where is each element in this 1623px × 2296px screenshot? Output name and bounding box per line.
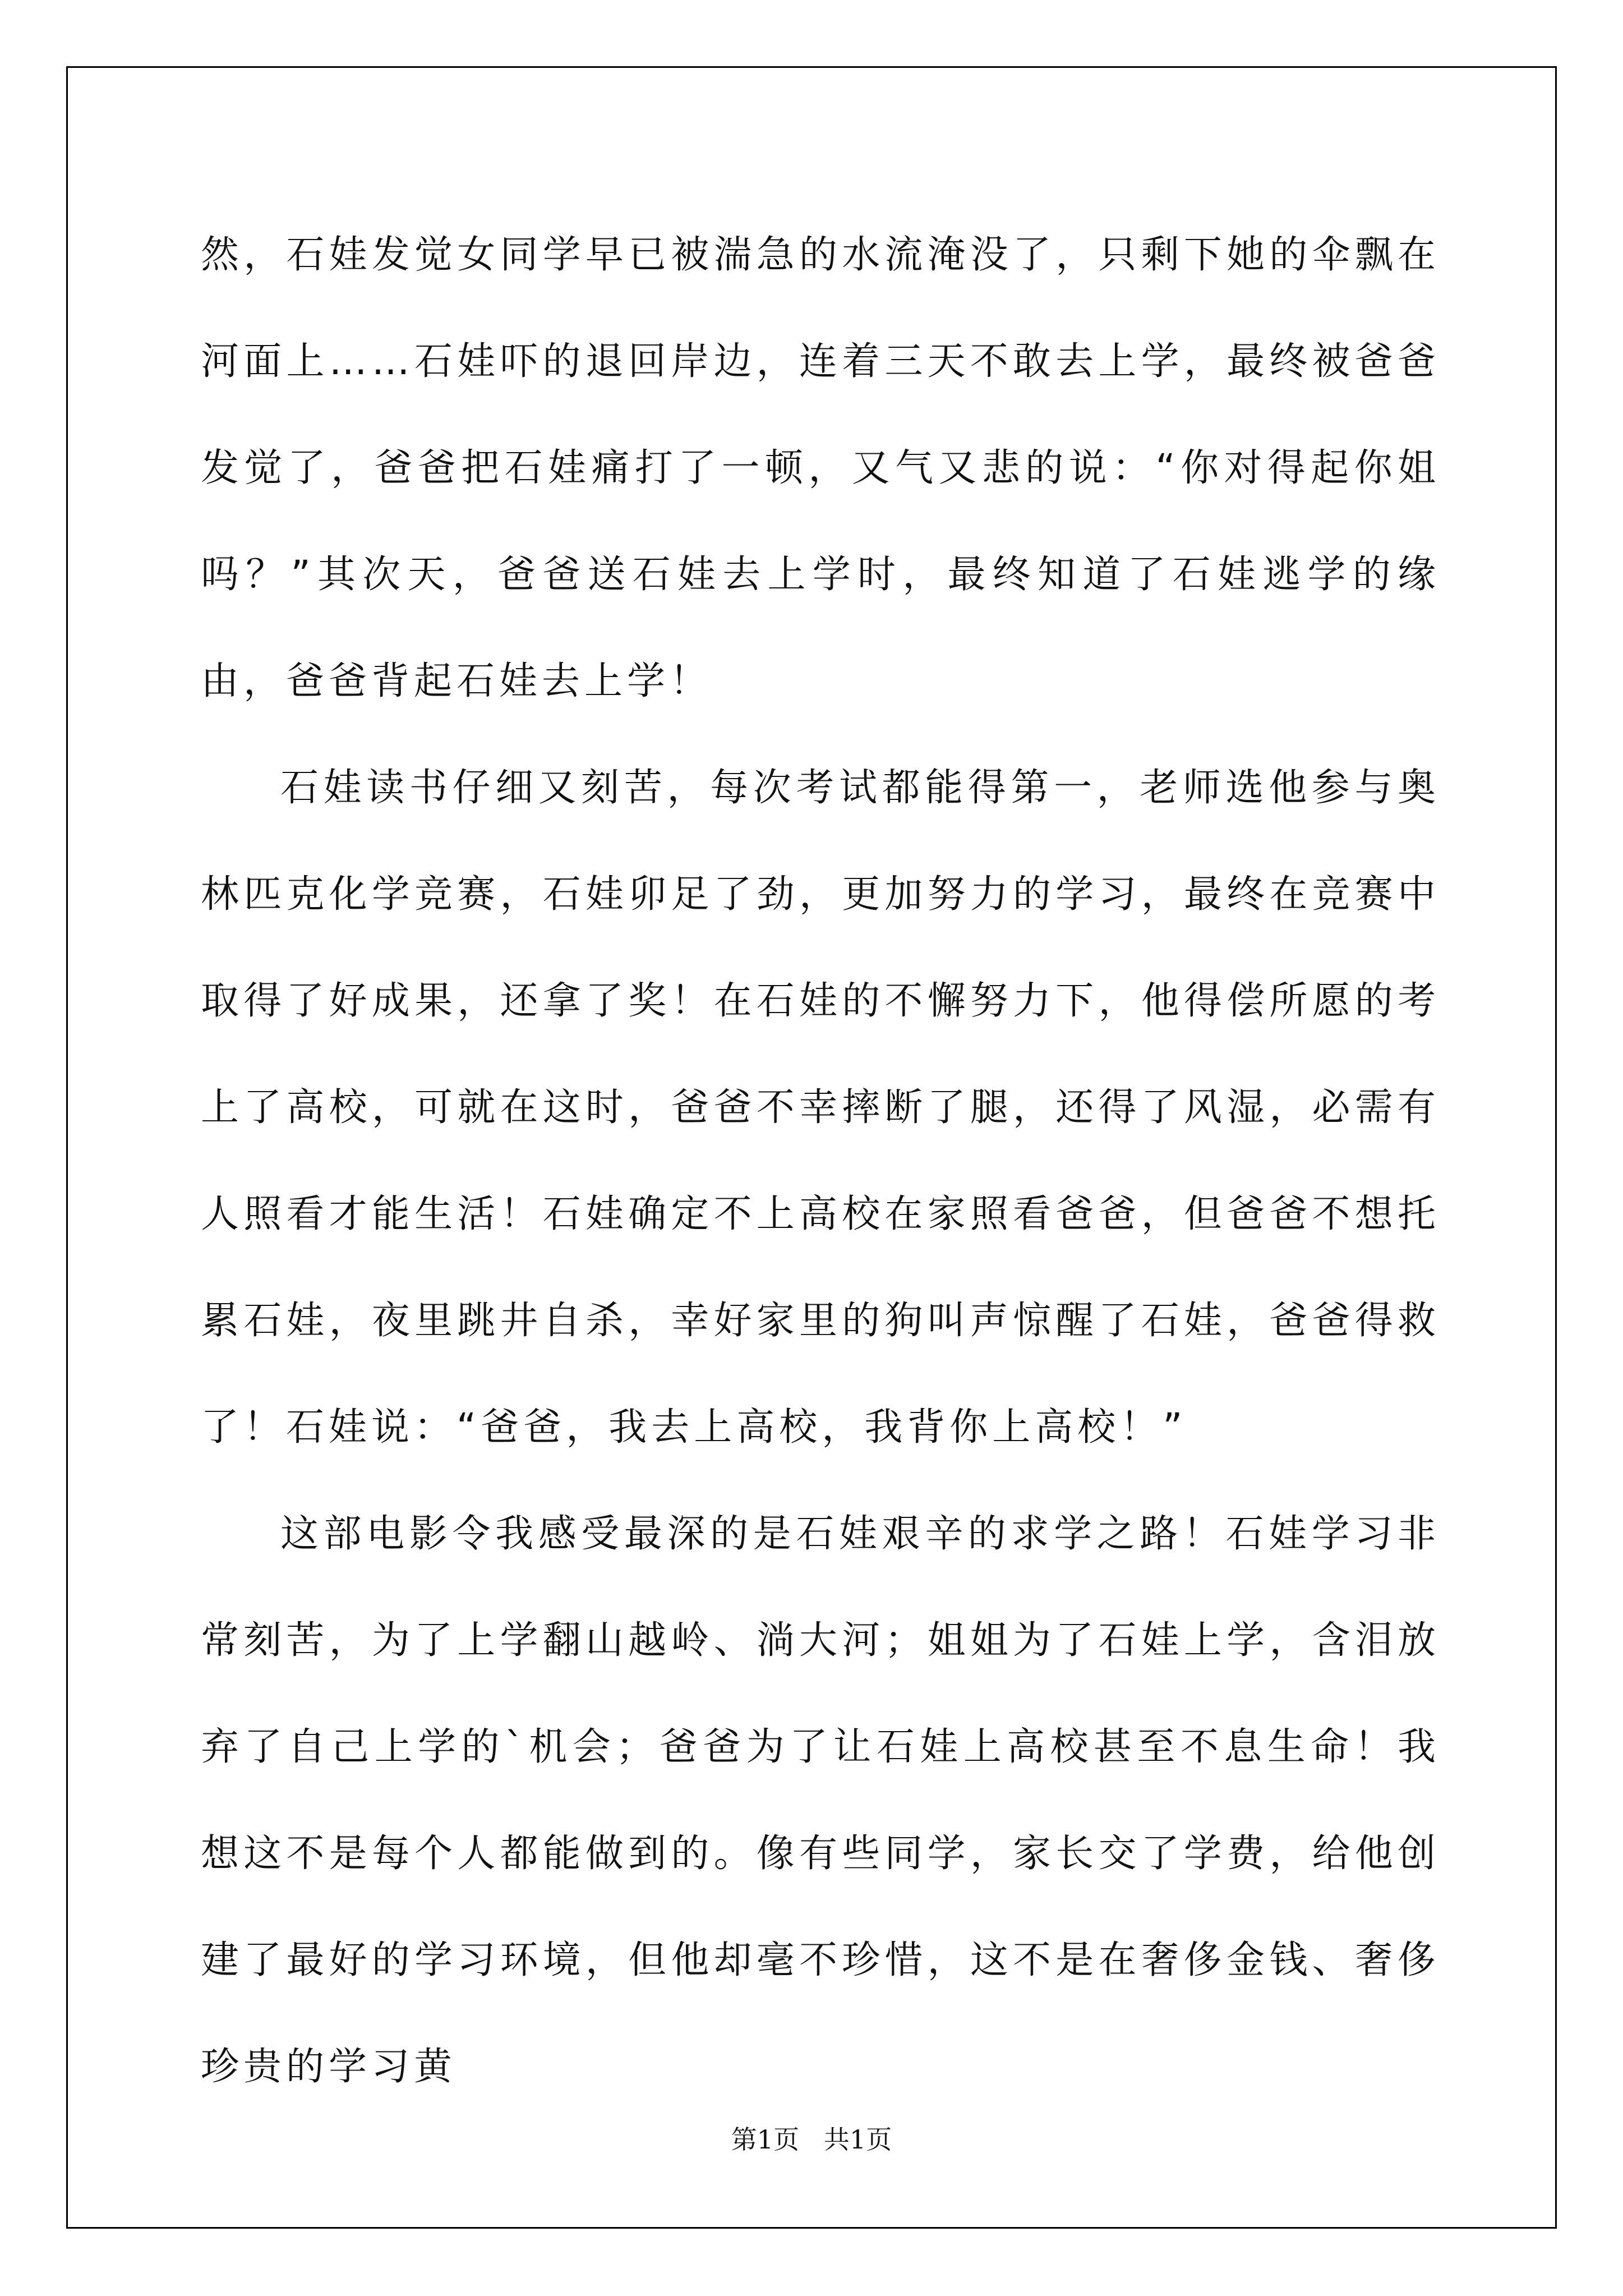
paragraph-1: 然，石娃发觉女同学早已被湍急的水流淹没了，只剩下她的伞飘在河面上……石娃吓的退回岸边，连着三天不敢去上学，最终被爸爸发觉了，爸爸把石娃痛打了一顿，又气又悲的说：“你对得起你姐吗？”其次天，爸爸送石娃去上学时，最终知道了石娃逃学的缘由，爸爸背起石娃去上学！ [201,233,1440,703]
paragraph-2: 石娃读书仔细又刻苦，每次考试都能得第一，老师选他参与奥林匹克化学竞赛，石娃卯足了劲，更加努力的学习，最终在竞赛中取得了好成果，还拿了奖！在石娃的不懈努力下，他得偿所愿的考上了高校，可就在这时，爸爸不幸摔断了腿，还得了风湿，必需有人照看才能生活！石娃确定不上高校在家照看爸爸，但爸爸不想托累石娃，夜里跳井自杀，幸好家里的狗叫声惊醒了石娃，爸爸得救了！石娃说：“爸爸，我去上高校，我背你上高校！” [201,766,1440,1450]
page-footer: 第1页 共1页 [731,2124,892,2155]
document-body [201,202,1440,2120]
paragraph-3: 这部电影令我感受最深的是石娃艰辛的求学之路！石娃学习非常刻苦，为了上学翻山越岭、淌大河；姐姐为了石娃上学，含泪放弃了自己上学的`机会；爸爸为了让石娃上高校甚至不息生命！我想这不是每个人都能做到的。像有些同学，家长交了学费，给他创建了最好的学习环境，但他却毫不珍惜，这不是在奢侈金钱、奢侈珍贵的学习黄 [201,1512,1440,2089]
